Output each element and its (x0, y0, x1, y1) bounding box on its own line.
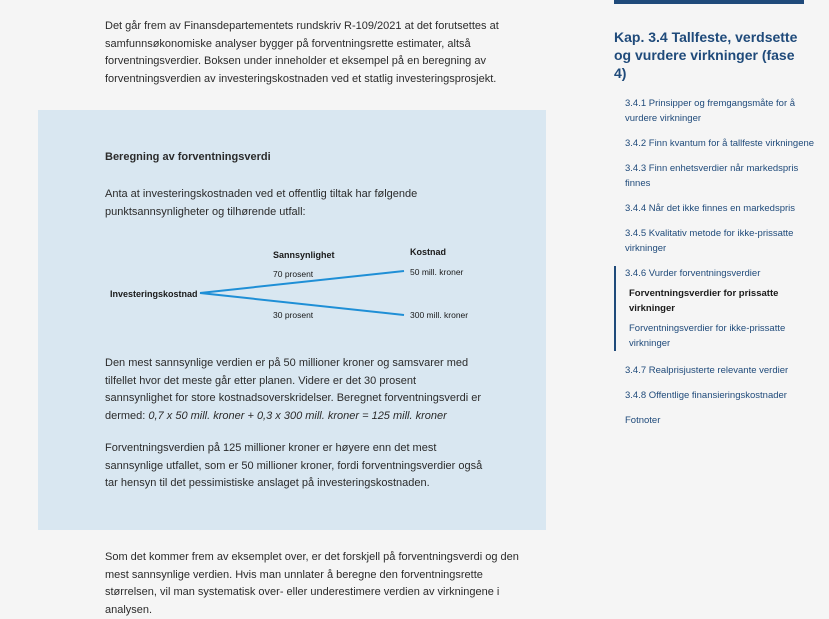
chapter-sidebar (592, 0, 829, 612)
intro-paragraph: Det går frem av Finansdepartementets rundskriv R-109/2021 at det forutsettes at samfunnsøkonomiske analyser bygger på forventningsrette estimater, altså forventningsverdier. Boksen under inneholder et eksempel på en beregning av forventningsverdien av investeringskostnaden ved et statlig investeringsprosjekt. (105, 20, 499, 85)
cost-header: Kostnad (410, 247, 446, 257)
example-box-intro: Anta at investeringskostnaden ved et offentlig tiltak har følgende punktsannsynligheter og tilhørende utfall: (105, 188, 418, 218)
toc-item-3-4-2[interactable]: 3.4.2 Finn kvantum for å tallfeste virkningene (625, 138, 815, 149)
toc-item-3-4-8[interactable]: 3.4.8 Offentlige finansieringskostnader (625, 390, 787, 401)
toc-item-3-4-5[interactable]: 3.4.5 Kvalitativ metode for ikke-prissatte virkninger (625, 228, 794, 254)
lower-branch-outcome: 300 mill. kroner (410, 310, 469, 320)
upper-branch-outcome: 50 mill. kroner (410, 267, 464, 277)
example-box (38, 110, 546, 530)
toc-item-3-4-1[interactable]: 3.4.1 Prinsipper og fremgangsmåte for å vurdere virkninger (625, 98, 796, 124)
calculation-formula: 0,7 x 50 mill. kroner + 0,3 x 300 mill. kroner = 125 mill. kroner (148, 409, 447, 422)
example-box-conclusion: Forventningsverdien på 125 millioner kroner er høyere enn det mest sannsynlige utfallet, som er 50 millioner kroner, fordi forventningsverdier også tar hensyn til det pessimistiske anslaget på investeringskostnaden. (105, 442, 483, 489)
toc-item-3-4-4[interactable]: 3.4.4 Når det ikke finnes en markedspris (625, 203, 796, 214)
sidebar-chapter-title[interactable]: Kap. 3.4 Tallfeste, verdsette og vurdere virkninger (fase 4) (614, 29, 798, 81)
example-box-calculation (105, 355, 485, 425)
lower-branch-probability: 30 prosent (273, 310, 314, 320)
toc-item-3-4-6[interactable]: 3.4.6 Vurder forventningsverdier (625, 268, 761, 279)
toc-item-3-4-3[interactable]: 3.4.3 Finn enhetsverdier når markedspris finnes (625, 163, 799, 189)
calculation-text: Den mest sannsynlige verdien er på 50 millioner kroner og samsvarer med tilfellet hvor det meste går etter planen. Videre er det 30 prosent sannsynlighet for store kostnadsoverskridelser. Beregnet forventningsverdi er dermed: (105, 357, 482, 422)
outro-paragraph: Som det kommer frem av eksemplet over, er det forskjell på forventningsverdi og den mest sannsynlige verdien. Hvis man unnlater å beregne den forventningsrette størrelsen, vil man systematisk over- eller underestimere verdien av virkningene i analysen. (105, 551, 519, 616)
investment-cost-node: Investeringskostnad (110, 289, 198, 299)
sidebar-accent-bar (614, 0, 804, 4)
toc-item-3-4-7[interactable]: 3.4.7 Realprisjusterte relevante verdier (625, 365, 789, 376)
table-of-contents (625, 96, 815, 438)
toc-subitem-priced-impacts[interactable]: Forventningsverdier for prissatte virkninger (629, 288, 779, 314)
toc-item-footnotes[interactable]: Fotnoter (625, 415, 661, 426)
toc-current-section (614, 266, 815, 351)
example-box-title: Beregning av forventningsverdi (105, 151, 271, 163)
probability-header: Sannsynlighet (273, 250, 335, 260)
upper-branch-probability: 70 prosent (273, 269, 314, 279)
probability-tree-diagram (38, 240, 546, 330)
toc-subitem-nonpriced-impacts[interactable]: Forventningsverdier for ikke-prissatte virkninger (629, 323, 786, 349)
